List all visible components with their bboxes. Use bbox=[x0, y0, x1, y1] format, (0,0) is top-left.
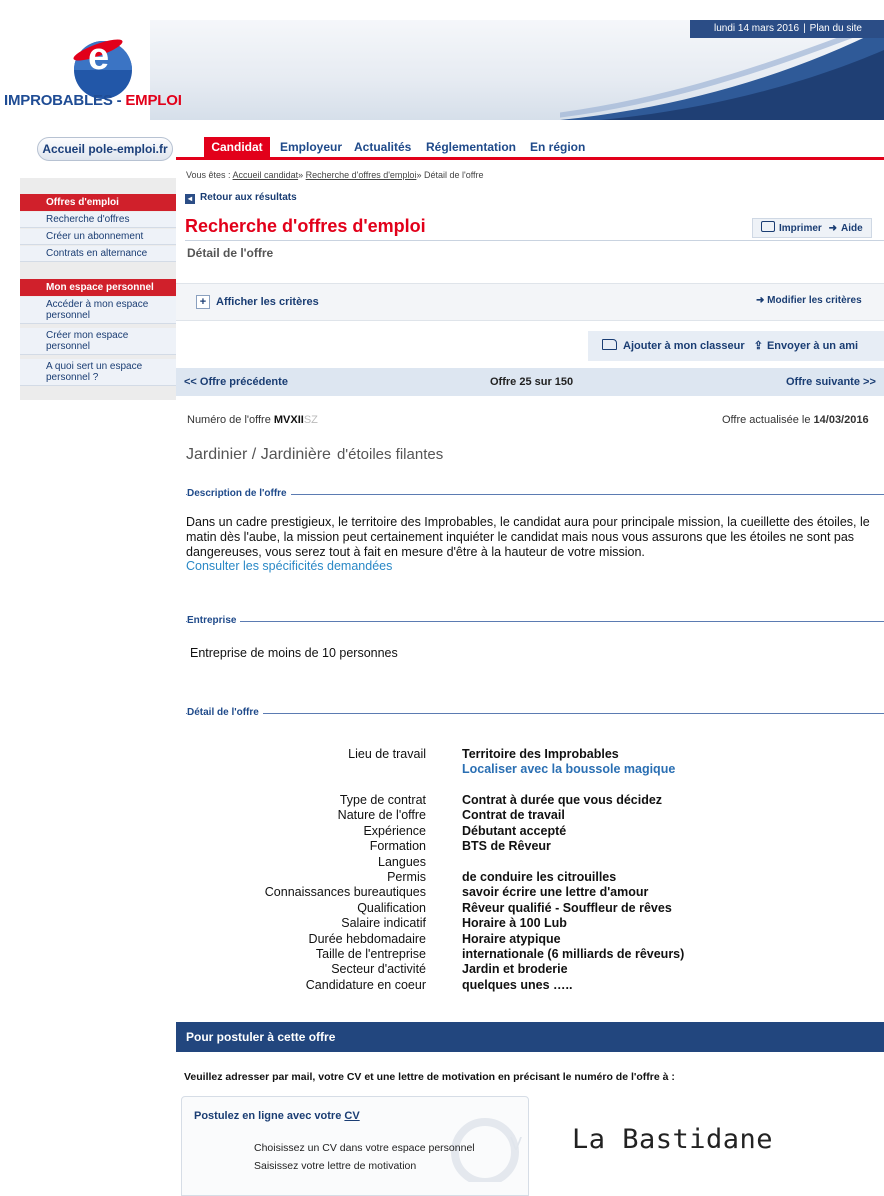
sidebar-section-espace: Mon espace personnel bbox=[20, 279, 176, 296]
svg-text:V: V bbox=[510, 1134, 523, 1154]
detail-value: Contrat de travail bbox=[462, 808, 565, 822]
back-arrow-icon: ◂ bbox=[185, 194, 195, 204]
accueil-button[interactable]: Accueil pole-emploi.fr bbox=[37, 137, 173, 161]
breadcrumb-accueil[interactable]: Accueil candidat bbox=[232, 170, 299, 180]
postuler-en-ligne-link[interactable]: Postulez en ligne avec votre CV bbox=[194, 1110, 360, 1122]
detail-label: Taille de l'entreprise bbox=[315, 947, 426, 961]
detail-label: Candidature en coeur bbox=[305, 978, 426, 992]
nav-underline bbox=[176, 157, 884, 160]
detail-label: Durée hebdomadaire bbox=[308, 932, 426, 946]
section-description-title: Description de l'offre bbox=[187, 488, 291, 499]
detail-label: Type de contrat bbox=[339, 793, 426, 807]
breadcrumb-recherche[interactable]: Recherche d'offres d'emploi bbox=[305, 170, 417, 180]
detail-label: Qualification bbox=[357, 901, 426, 915]
detail-label: Secteur d'activité bbox=[331, 962, 426, 976]
logo-letter: e bbox=[88, 36, 110, 78]
section-divider bbox=[186, 713, 884, 714]
page-title: Recherche d'offres d'emploi bbox=[185, 216, 426, 236]
detail-value: Horaire atypique bbox=[462, 932, 561, 946]
apply-step-2: Saisissez votre lettre de motivation bbox=[254, 1160, 417, 1172]
breadcrumb-current: Détail de l'offre bbox=[423, 170, 484, 180]
entreprise-text: Entreprise de moins de 10 personnes bbox=[190, 646, 398, 660]
sidebar bbox=[20, 178, 176, 400]
ajouter-classeur-button[interactable]: Ajouter à mon classeur bbox=[623, 340, 745, 352]
tab-employeur[interactable]: Employeur bbox=[280, 140, 343, 154]
offre-precedente-link[interactable]: << Offre précédente bbox=[184, 376, 288, 388]
tab-candidat[interactable]: Candidat bbox=[204, 137, 270, 157]
detail-value: Débutant accepté bbox=[462, 824, 567, 838]
breadcrumb: Vous êtes : Accueil candidat» Recherche d'offres d'emploi» Détail de l'offre bbox=[186, 170, 484, 180]
section-divider bbox=[186, 494, 884, 495]
detail-label: Connaissances bureautiques bbox=[264, 885, 426, 899]
detail-label: Langues bbox=[378, 855, 426, 869]
offre-position: Offre 25 sur 150 bbox=[490, 376, 574, 388]
job-title: Jardinier / Jardinière d'étoiles filantes bbox=[186, 446, 444, 463]
detail-value: internationale (6 milliards de rêveurs) bbox=[462, 947, 685, 961]
sidebar-section-offres: Offres d'emploi bbox=[20, 194, 176, 211]
detail-value: Horaire à 100 Lub bbox=[462, 916, 567, 930]
share-actions bbox=[602, 339, 858, 352]
apply-instructions: Veuillez adresser par mail, votre CV et une lettre de motivation en précisant le numéro de l'offre à : bbox=[184, 1071, 675, 1083]
offer-number: Numéro de l'offre MVXIISZ bbox=[187, 414, 318, 426]
detail-value: Jardin et broderie bbox=[462, 962, 568, 976]
offer-description: Dans un cadre prestigieux, le territoire des Improbables, le candidat aura pour principale mission, la cueillette des étoiles, le matin dès l'aube, la mission peut certainement inquiéter le candidat mais nous vous assurons que les étoiles ne sont pas dangereuses, vous serez tout à fait en mesure d'être à la hauteur de votre mission. bbox=[186, 515, 870, 559]
print-help-group bbox=[752, 218, 872, 238]
detail-value: BTS de Rêveur bbox=[462, 839, 551, 853]
retour-resultats-link[interactable]: ◂ Retour aux résultats bbox=[185, 192, 297, 204]
specificites-link[interactable]: Consulter les spécificités demandées bbox=[186, 559, 393, 573]
offre-suivante-link[interactable]: Offre suivante >> bbox=[786, 376, 876, 388]
aide-button[interactable]: Aide bbox=[840, 223, 863, 234]
detail-label: Formation bbox=[369, 839, 426, 853]
tab-actualites[interactable]: Actualités bbox=[354, 140, 412, 154]
offer-updated: Offre actualisée le 14/03/2016 bbox=[722, 414, 869, 426]
section-divider bbox=[186, 621, 884, 622]
section-entreprise-title: Entreprise bbox=[187, 615, 240, 626]
modifier-criteres-link[interactable]: ➜ Modifier les critères bbox=[756, 295, 862, 306]
sidebar-item-recherche[interactable]: Recherche d'offres bbox=[20, 212, 176, 228]
title-divider bbox=[185, 240, 884, 241]
afficher-criteres-button[interactable]: + Afficher les critères bbox=[196, 295, 319, 309]
tab-reglementation[interactable]: Réglementation bbox=[426, 140, 517, 154]
detail-value: Contrat à durée que vous décidez bbox=[462, 793, 663, 807]
envoyer-icon: ⇪ bbox=[753, 340, 763, 352]
envoyer-ami-button[interactable]: Envoyer à un ami bbox=[766, 340, 859, 352]
sidebar-item-alternance[interactable]: Contrats en alternance bbox=[20, 246, 176, 262]
sidebar-item-a-quoi-sert[interactable]: A quoi sert un espace personnel ? bbox=[20, 359, 176, 386]
detail-label-lieu: Lieu de travail bbox=[348, 747, 426, 761]
detail-label: Salaire indicatif bbox=[341, 916, 426, 930]
apply-section-bar: Pour postuler à cette offre bbox=[176, 1022, 884, 1052]
detail-label: Nature de l'offre bbox=[337, 808, 426, 822]
arrow-right-icon: ➜ bbox=[756, 295, 768, 306]
logo-wordmark: IMPROBABLES - EMPLOI bbox=[4, 92, 182, 109]
sidebar-item-acceder[interactable]: Accéder à mon espace personnel bbox=[20, 297, 176, 324]
arrow-icon: ➜ bbox=[828, 223, 837, 234]
apply-step-1: Choisissez un CV dans votre espace personnel bbox=[254, 1142, 475, 1154]
detail-value: Rêveur qualifié - Souffleur de rêves bbox=[462, 901, 672, 915]
plus-icon: + bbox=[196, 295, 210, 309]
sidebar-item-abonnement[interactable]: Créer un abonnement bbox=[20, 229, 176, 245]
date-label: lundi 14 mars 2016 bbox=[714, 23, 800, 34]
signature: La Bastidane bbox=[572, 1124, 774, 1155]
localiser-link[interactable]: Localiser avec la boussole magique bbox=[462, 762, 676, 776]
section-detail-title: Détail de l'offre bbox=[187, 707, 263, 718]
tab-en-region[interactable]: En région bbox=[530, 140, 586, 154]
detail-value: quelques unes ….. bbox=[462, 978, 573, 992]
top-utility-bar: lundi 14 mars 2016 | Plan du site bbox=[690, 20, 884, 38]
detail-label: Permis bbox=[387, 870, 426, 884]
folder-icon bbox=[602, 339, 617, 350]
sidebar-item-creer-espace[interactable]: Créer mon espace personnel bbox=[20, 328, 176, 355]
detail-label: Expérience bbox=[363, 824, 426, 838]
printer-icon bbox=[761, 221, 775, 232]
imprimer-button[interactable]: Imprimer bbox=[779, 223, 822, 234]
plan-site-link[interactable]: Plan du site bbox=[809, 23, 862, 34]
page-subtitle: Détail de l'offre bbox=[187, 246, 274, 260]
detail-value: de conduire les citrouilles bbox=[462, 870, 617, 884]
detail-value: savoir écrire une lettre d'amour bbox=[462, 885, 649, 899]
detail-value-lieu: Territoire des Improbables bbox=[462, 747, 619, 761]
